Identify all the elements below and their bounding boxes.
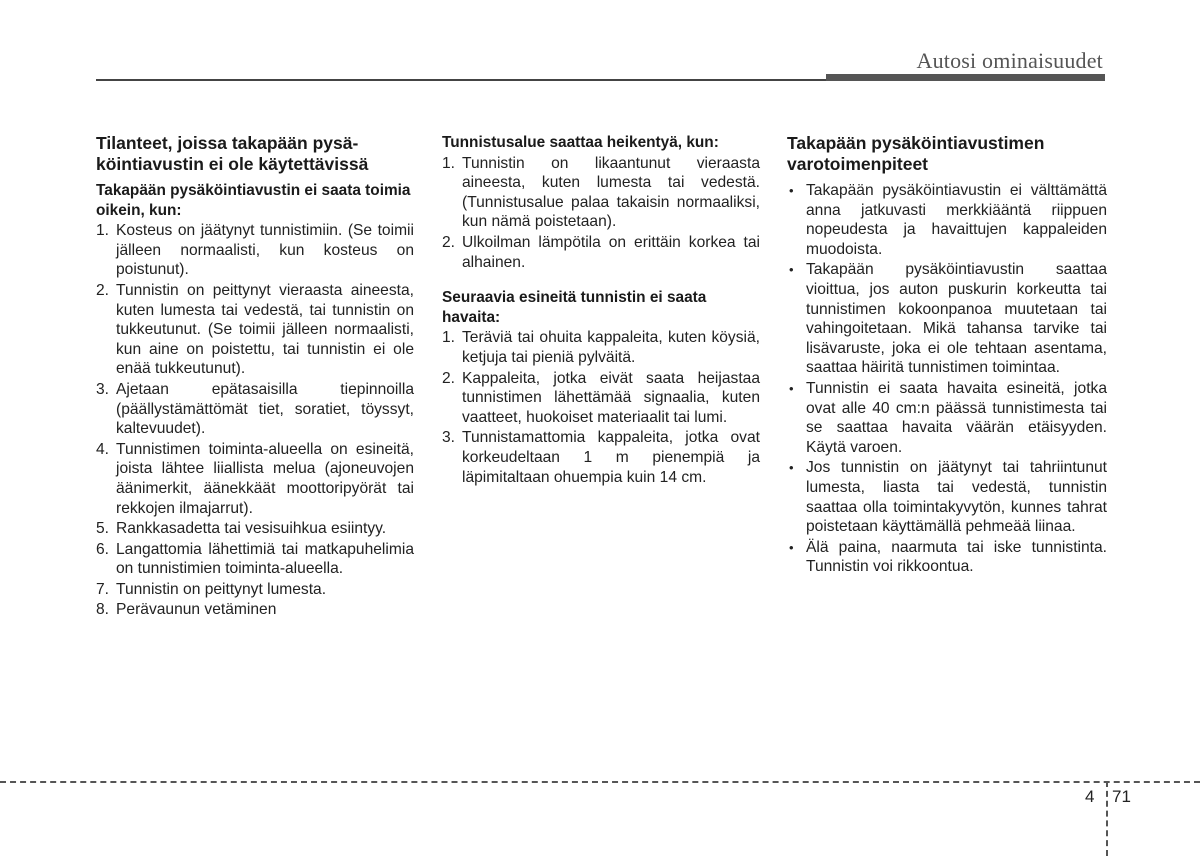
page-number: 71 — [1112, 787, 1131, 806]
list-item: 4. Tunnistimen toiminta-alueella on esineitä, joista lähtee liiallista melua (ajoneuvojen äänimerkit, äänekkäät moottoripyörät tai rekkojen ilmajarrut). — [96, 440, 414, 517]
list-item: 2. Tunnistin on peittynyt vieraasta aineesta, kuten lumesta tai vedestä, tai tunnistin on tukkeutunut. (Se toimii jälleen normaalisti, kun aine on poistettu, tai tunnistin ei ole enää tukkeutunut). — [96, 281, 414, 378]
list-item: 3. Ajetaan epätasaisilla tiepinnoilla (päällystämättömät tiet, soratiet, töyssyt, kaltevuudet). — [96, 380, 414, 438]
list-item: 1. Kosteus on jäätynyt tunnistimiin. (Se toimii jälleen normaalisti, kun kosteus on poistunut). — [96, 222, 414, 279]
list-item: • Takapään pysäköintiavustin ei välttämättä anna jatkuvasti merkkiääntä riippuen nopeudesta ja havaittujen kappaleiden muodoista. — [789, 182, 1107, 258]
bullet-icon: • — [789, 183, 794, 198]
list-item: • Tunnistin ei saata havaita esineitä, jotka ovat alle 40 cm:n päässä tunnistimesta tai se saattaa havaita väärän etäisyyden. Käytä varoen. — [789, 379, 1107, 456]
footer-divider — [0, 781, 1200, 783]
column-1 — [96, 133, 414, 621]
column-2-subheading-1: Tunnistusalue saattaa heikentyä, kun: — [442, 134, 719, 151]
header-rule — [96, 79, 826, 81]
list-item: 7. Tunnistin on peittynyt lumesta. — [96, 580, 327, 598]
bullet-icon: • — [789, 262, 794, 278]
list-item: 8. Perävaunun vetäminen — [96, 601, 277, 619]
list-item: 1. Teräviä tai ohuita kappaleita, kuten köysiä, ketjuja tai pieniä pylväitä. — [442, 329, 760, 366]
column-3 — [787, 133, 1107, 578]
column-3-list — [787, 181, 1107, 577]
list-item: 3. Tunnistamattomia kappaleita, jotka ovat korkeudeltaan 1 m pienempiä ja läpimitaltaan ohuempia kuin 14 cm. — [442, 429, 760, 486]
bullet-icon: • — [789, 380, 794, 396]
footer-divider-vertical — [1106, 781, 1108, 856]
header-rule-accent — [826, 74, 1105, 81]
column-2-subheading-2: Seuraavia esineitä tunnistin ei saata havaita: — [442, 289, 707, 326]
column-1-heading: Tilanteet, joissa takapään pysä-köintiavustin ei ole käytettävissä — [96, 133, 369, 174]
bullet-icon: • — [789, 539, 794, 555]
list-item: 6. Langattomia lähettimiä tai matkapuhelimia on tunnistimien toiminta-alueella. — [96, 540, 414, 578]
column-1-subheading: Takapään pysäköintiavustin ei saata toimia oikein, kun: — [96, 182, 411, 219]
list-item: • Takapään pysäköintiavustin saattaa vioittua, jos auton puskurin korkeutta tai tunnistimen kokoonpanoa muutetaan tai vahingoitetaan. Mikä tahansa tarvike tai lisävaruste, joka ei ole tehtaan asentama, saattaa häiritä tunnistimen toimintaa. — [789, 261, 1107, 377]
bullet-icon: • — [789, 460, 794, 476]
column-2-list-1 — [442, 154, 760, 273]
list-item: 1. Tunnistin on likaantunut vieraasta aineesta, kuten lumesta tai vedestä. (Tunnistusalue palaa takaisin normaaliksi, kun nämä poistetaan). — [442, 154, 760, 231]
list-item: 5. Rankkasadetta tai vesisuihkua esiintyy. — [96, 520, 387, 538]
column-1-list — [96, 221, 414, 620]
column-2 — [442, 133, 760, 488]
chapter-number: 4 — [1085, 787, 1095, 806]
list-item: 2. Ulkoilman lämpötila on erittäin korkea tai alhainen. — [442, 233, 760, 271]
column-3-heading: Takapään pysäköintiavustimen varotoimenpiteet — [787, 133, 1045, 174]
list-item: 2. Kappaleita, jotka eivät saata heijastaa tunnistimen lähettämää signaalia, kuten vaatteet, huokoiset materiaalit tai lumi. — [442, 369, 760, 426]
section-title: Autosi ominaisuudet — [916, 48, 1103, 73]
list-item: • Jos tunnistin on jäätynyt tai tahriintunut lumesta, liasta tai vedestä, tunnistin saattaa olla toimintakyvytön, kunnes tahrat poistetaan käyttämällä pehmeää liinaa. — [789, 459, 1107, 536]
list-item: • Älä paina, naarmuta tai iske tunnistinta. Tunnistin voi rikkoontua. — [789, 538, 1107, 576]
column-2-list-2 — [442, 328, 760, 487]
